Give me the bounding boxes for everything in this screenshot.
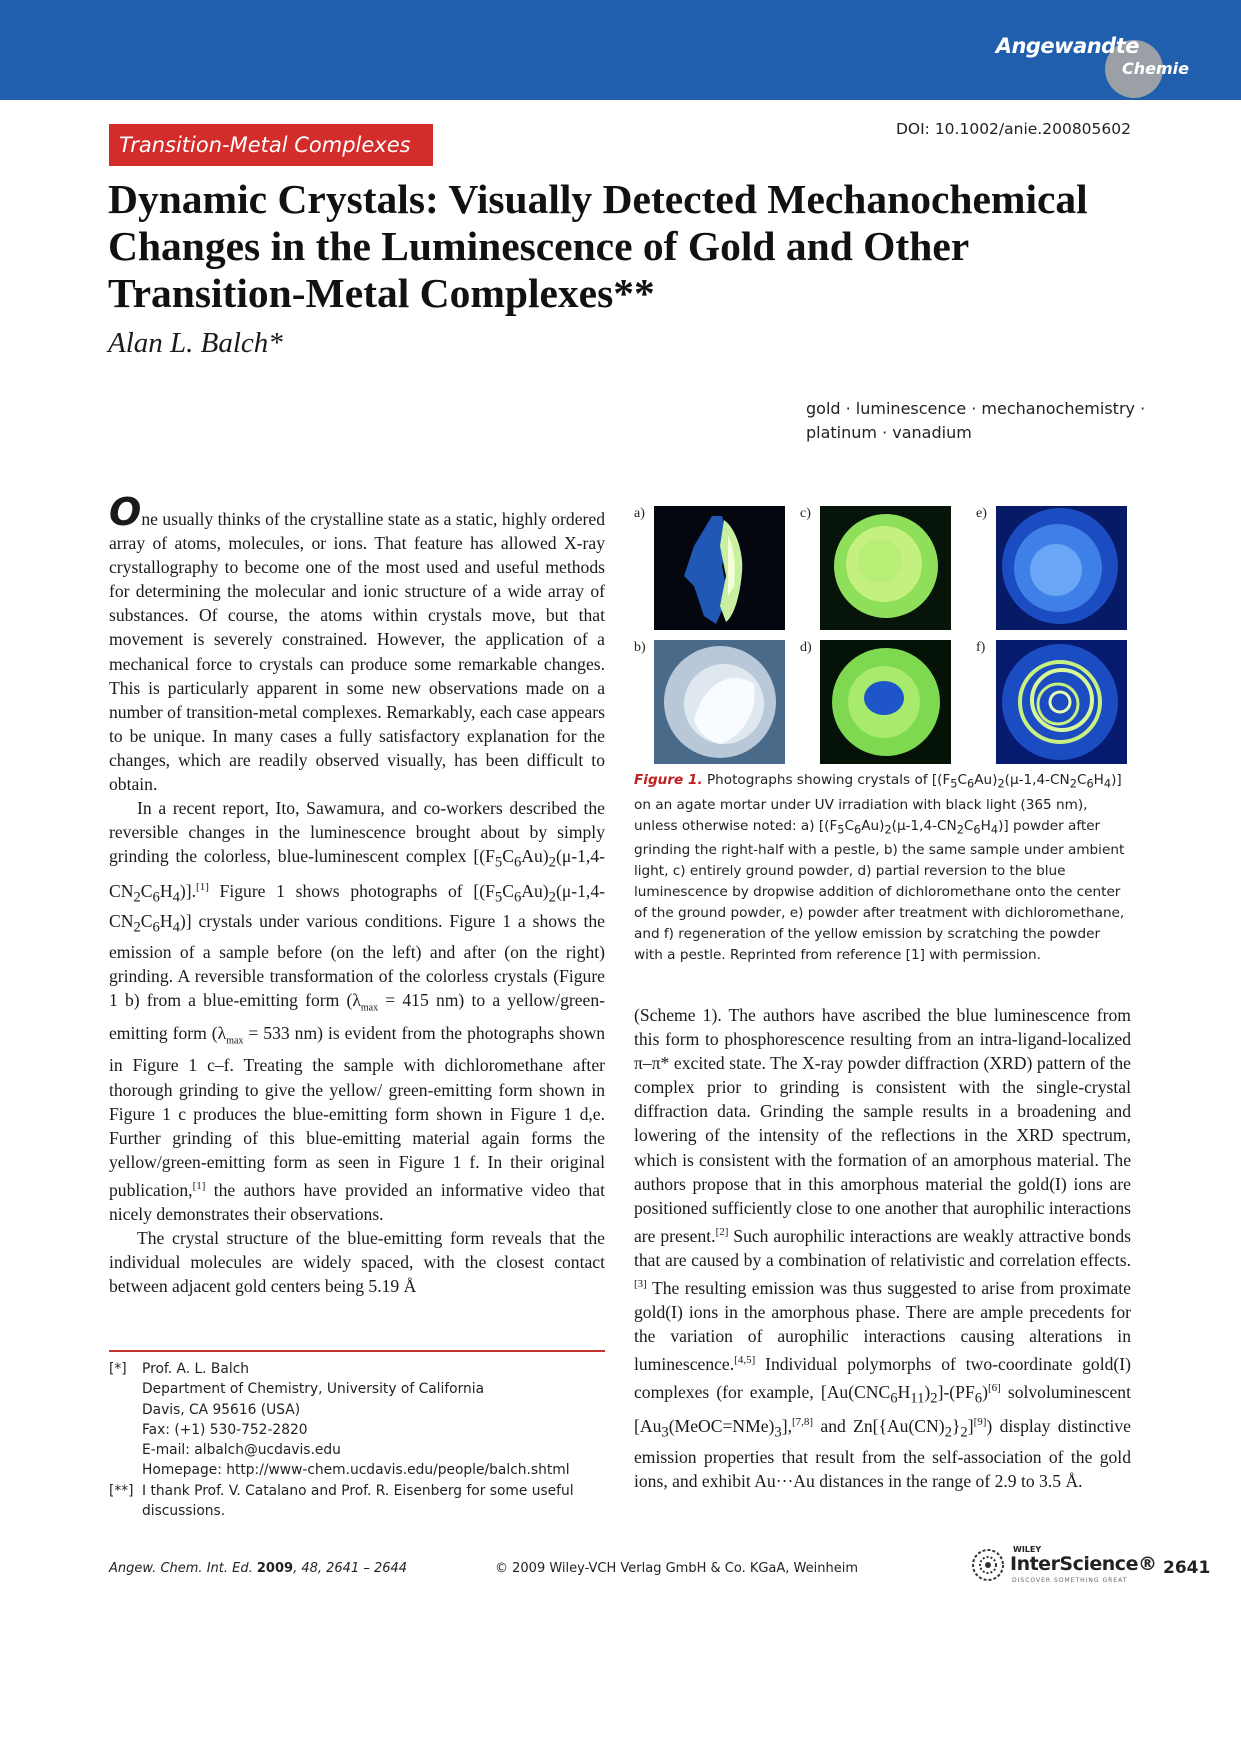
panel-label-a: a) (634, 506, 645, 521)
subscript: 11 (910, 1390, 925, 1407)
keywords-line-2: platinum · vanadium (806, 423, 972, 442)
footnote-line: Prof. A. L. Balch (142, 1361, 250, 1377)
author: Alan L. Balch* (108, 327, 283, 359)
panel-label-b: b) (634, 640, 646, 655)
panel-label-c: c) (800, 506, 811, 521)
subscript: max (360, 1002, 379, 1014)
footnote-line: Davis, CA 95616 (USA) (142, 1401, 301, 1418)
footnote-acknowledgement (109, 1481, 605, 1522)
publisher-small: WILEY (1013, 1545, 1042, 1554)
citation-ref: [1] (196, 880, 209, 893)
paragraph-1 (109, 490, 605, 796)
panel-label-d: d) (800, 640, 812, 655)
subscript: 4 (1103, 776, 1112, 791)
citation-ref: [1] (192, 1179, 206, 1192)
subscript: 6 (890, 1390, 898, 1407)
subscript: 6 (152, 889, 160, 906)
copyright: © 2009 Wiley-VCH Verlag GmbH & Co. KGaA, Weinheim (495, 1561, 859, 1576)
page-number: 2641 (1163, 1558, 1211, 1578)
text: and Zn[{Au(CN) (813, 1416, 945, 1437)
text: C (957, 772, 968, 788)
text: ]-(PF (937, 1381, 975, 1402)
text: (MeOC=NMe) (668, 1416, 775, 1437)
subscript: 2 (960, 1424, 968, 1441)
text: Individual polymorphs of two-coordinate gold(I) complexes (for example, [Au(CNC (634, 1353, 1131, 1402)
figure-1 (634, 500, 1131, 765)
subscript: 2 (884, 822, 892, 837)
subscript: 6 (152, 919, 160, 936)
citation-ref: [4,5] (734, 1354, 756, 1367)
subscript: 3 (774, 1424, 782, 1441)
journal-logo (995, 30, 1197, 86)
right-column (634, 1003, 1131, 1493)
publisher-name: InterScience® (1010, 1553, 1157, 1575)
text: ) (982, 1381, 988, 1402)
text: (μ-1,4-CN (891, 817, 957, 834)
text: C (502, 846, 514, 867)
photo-panel-f (996, 640, 1127, 764)
subscript: 6 (513, 854, 522, 871)
subscript: 5 (837, 822, 845, 837)
text: H (897, 1381, 911, 1402)
photo-panel-d (820, 640, 951, 764)
subscript: 3 (661, 1424, 669, 1441)
photo-panel-b (654, 640, 785, 764)
text: ] (967, 1416, 974, 1437)
text: H (159, 911, 173, 932)
text: H (980, 817, 991, 834)
text: C (502, 880, 514, 901)
text: )] powder after grinding the right-half with a pestle, b) the same sample under ambient light, c) entirely ground powder, d) partial reversion to the blue luminescence by dropwise addition of dichloromethane onto the center of the ground powder, e) powder after treatment with dichloromethane, and f) regeneration of the yellow emission by scratching the powder with a pestle. Reprinted from reference [1] with permission. (634, 817, 1125, 964)
section-tag: Transition-Metal Complexes (109, 124, 433, 166)
article-title: Dynamic Crystals: Visually Detected Mechanochemical Changes in the Luminescence of Gold and Other Transition-Metal Complexes** (108, 176, 1088, 316)
text: solvoluminescent [Au (634, 1381, 1131, 1437)
subscript: 6 (854, 822, 862, 837)
subscript: 4 (172, 889, 180, 906)
text: ) display distinctive emission properties that result from the self-association of the gold ions, and exhibit Au···Au distances in the range of 2.9 to 3.5 Å. (634, 1416, 1131, 1492)
subscript: 6 (974, 1390, 983, 1407)
text: (μ-1,4-CN (1004, 772, 1070, 788)
subscript: 4 (990, 822, 999, 837)
text: ], (781, 1416, 792, 1437)
citation-journal: Angew. Chem. Int. Ed. (109, 1561, 253, 1576)
text: C (140, 911, 153, 932)
globe-icon (970, 1547, 1006, 1583)
footnote-mark: [**] (109, 1482, 134, 1499)
photo-panel-a (654, 506, 785, 630)
text: Au) (974, 772, 998, 788)
subscript: 2 (944, 1424, 952, 1441)
subscript: 2 (548, 889, 556, 906)
text: Such aurophilic interactions are weakly attractive bonds that are caused by a combination of relativistic and correlation effects. (634, 1225, 1131, 1270)
text: Au) (861, 817, 885, 834)
figure-1-caption (634, 770, 1131, 966)
subscript: 6 (973, 822, 981, 837)
publisher-tagline: DISCOVER SOMETHING GREAT (1012, 1577, 1128, 1584)
caption-label: Figure 1. (634, 772, 703, 788)
citation-ref: [2] (715, 1225, 729, 1238)
footnote-mark: [*] (109, 1361, 127, 1377)
logo-text-chemie: Chemie (1122, 59, 1189, 78)
subscript: 5 (950, 776, 958, 791)
text: Photographs showing crystals of [(F (702, 772, 951, 788)
subscript: 6 (967, 776, 975, 791)
keywords-line-1: gold · luminescence · mechanochemistry · (806, 399, 1146, 418)
text: Au) (521, 880, 549, 901)
citation (109, 1561, 407, 1576)
subscript: max (226, 1035, 244, 1047)
text: )] on an agate mortar under UV irradiation with black light (365 nm), unless otherwise noted: a) [(F (634, 772, 1122, 834)
subscript: 2 (1069, 776, 1077, 791)
subscript: 2 (956, 822, 964, 837)
subscript: 2 (133, 919, 141, 936)
text: = 533 nm) is evident from the photographs shown in Figure 1 c–f. Treating the sample with dichloromethane after thorough grinding to give the yellow/ green-emitting form shown in Figure 1 c produces the blue-emitting form shown in Figure 1 d,e. Further grinding of this blue-emitting material again forms the yellow/green-emitting form as seen in Figure 1 f. In their original publication, (109, 1022, 605, 1200)
text: ) (924, 1381, 931, 1402)
footnote-divider (109, 1350, 605, 1352)
footnote-line: Fax: (+1) 530-752-2820 (142, 1421, 308, 1438)
subscript: 6 (1086, 776, 1094, 791)
text: In a recent report, Ito, Sawamura, and co-workers described the reversible changes in the luminescence brought about by simply grinding the colorless, blue-luminescent complex [(F (109, 798, 605, 867)
drop-cap: O (109, 490, 142, 534)
text: C (1076, 772, 1087, 788)
citation-ref: [3] (634, 1277, 647, 1290)
text: (μ-1,4-CN (109, 846, 605, 901)
panel-label-e: e) (976, 506, 987, 521)
text: the authors have provided an informative video that nicely demonstrates their observations. (109, 1179, 605, 1224)
text: )] crystals under various conditions. Figure 1 a shows the emission of a sample before (on the left) and after (on the right) grinding. A reversible transformation of the colorless crystals (Figure 1 b) from a blue-emitting form (λ (109, 911, 605, 1011)
photo-panel-c (820, 506, 951, 630)
text: (Scheme 1). The authors have ascribed the blue luminescence from this form to phosphorescence resulting from an intra-ligand-localized π–π* excited state. The X-ray powder diffraction (XRD) pattern of the complex prior to grinding is consistent with the single-crystal diffraction data. Grinding the sample results in a broadening and lowering of the intensity of the reflections in the XRD spectrum, which is consistent with the formation of an amorphous material. The authors propose that in this amorphous material the gold(I) ions are positioned sufficiently close to one another that aurophilic interactions are present. (634, 1005, 1131, 1246)
doi: DOI: 10.1002/anie.200805602 (895, 120, 1131, 138)
text: Figure 1 shows photographs of [(F (208, 880, 495, 901)
footnote-text: I thank Prof. V. Catalano and Prof. R. Eisenberg for some useful discussions. (142, 1482, 574, 1520)
text: H (159, 880, 173, 901)
photo-panel-e (996, 506, 1127, 630)
text: C (140, 880, 153, 901)
citation-ref: [6] (987, 1381, 1001, 1394)
citation-volume-pages: , 48, 2641 – 2644 (293, 1561, 408, 1576)
footnote-address (142, 1359, 570, 1481)
logo-text-angewandte: Angewandte (995, 34, 1139, 58)
subscript: 2 (997, 776, 1005, 791)
footnote-author (109, 1359, 605, 1481)
subscript: 4 (172, 919, 180, 936)
paragraph-1-text: ne usually thinks of the crystalline state as a static, highly ordered array of atoms, molecules, or ions. That feature has allowed X-ray crystallography to become one of the most used and useful methods for determining the molecular and ionic structure of a wide array of substances. Of course, the atoms within crystals move, but that movement is severely constrained. However, the application of a mechanical force to crystals can produce some remarkable changes. This is particularly apparent in some new observations made on a number of transition-metal complexes. Remarkably, each case appears to be unique. In many cases a fully satisfactory explanation for the changes, which are readily observed visually, has been difficult to obtain. (109, 509, 605, 795)
paragraph-right (634, 1003, 1131, 1493)
left-column (109, 490, 605, 1298)
subscript: 2 (930, 1390, 938, 1407)
footnotes (109, 1359, 605, 1521)
subscript: 2 (133, 889, 141, 906)
text: (μ-1,4-CN (109, 880, 605, 932)
text: Au) (521, 846, 549, 867)
footnote-email-link[interactable]: E-mail: albalch@ucdavis.edu (142, 1442, 341, 1459)
text: C (844, 817, 854, 834)
paragraph-2 (109, 796, 605, 1226)
text: } (951, 1416, 961, 1437)
panel-label-f: f) (976, 640, 986, 655)
text: = 415 nm) to a yellow/green-emitting form (λ (109, 990, 605, 1043)
citation-year: 2009 (256, 1561, 294, 1576)
subscript: 6 (513, 889, 522, 906)
subscript: 5 (494, 854, 503, 871)
journal-banner (0, 0, 1241, 100)
subscript: 5 (494, 889, 503, 906)
paragraph-3: The crystal structure of the blue-emitting form reveals that the individual molecules are widely spaced, with the closest contact between adjacent gold centers being 5.19 Å (109, 1227, 605, 1297)
text: The resulting emission was thus suggested to arise from proximate gold(I) ions in the amorphous phase. There are ample precedents for the variation of aurophilic interactions causing alterations in luminescence. (634, 1277, 1131, 1374)
text: C (963, 817, 974, 834)
text: H (1093, 772, 1104, 788)
subscript: 2 (548, 854, 556, 871)
footnote-line: Department of Chemistry, University of California (142, 1381, 485, 1398)
citation-ref: [9] (973, 1416, 987, 1429)
keywords (806, 397, 1146, 445)
text: )]. (179, 880, 197, 901)
wiley-interscience-logo (970, 1545, 1157, 1589)
footnote-homepage-link[interactable]: Homepage: http://www-chem.ucdavis.edu/people/balch.shtml (142, 1462, 570, 1479)
citation-ref: [7,8] (792, 1416, 814, 1429)
